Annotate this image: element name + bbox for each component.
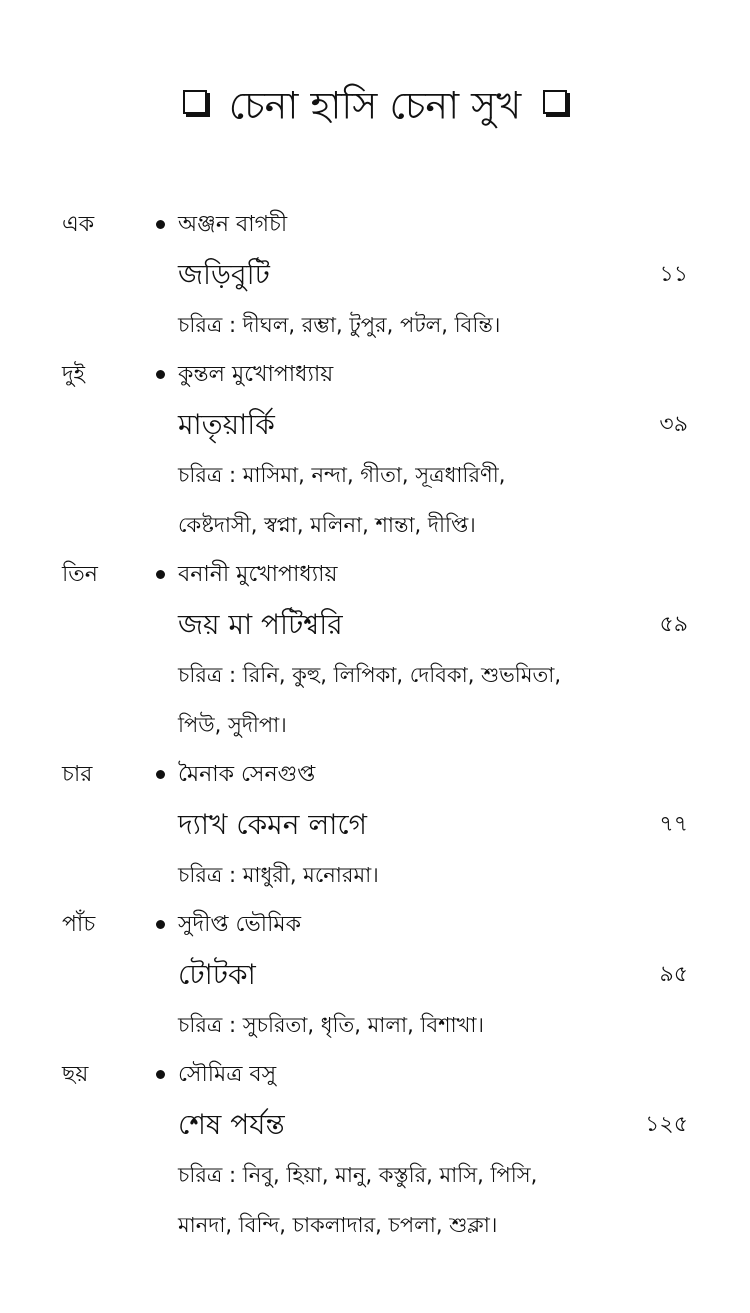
entry-author-row [0, 350, 750, 400]
entry-title[interactable]: মাতৃয়ার্কি [178, 408, 275, 441]
entry-page-number: ৯৫ [659, 962, 688, 987]
entry-number: এক [62, 212, 95, 237]
entry-characters: চরিত্র : নিবু, হিয়া, মানু, কস্তুরি, মাসি, পিসি, [178, 1163, 538, 1187]
entry-characters-row [0, 650, 750, 700]
bullet-icon [156, 1070, 165, 1079]
entry-number: চার [62, 762, 93, 787]
entry-author: সুদীপ্ত ভৌমিক [178, 912, 301, 937]
entry-characters: মানদা, বিন্দি, চাকলাদার, চপলা, শুক্লা। [178, 1213, 498, 1237]
entry-number: দুই [62, 362, 86, 387]
checkbox-ornament-icon [543, 90, 567, 114]
entry-title-row[interactable] [0, 400, 750, 450]
page-title [0, 78, 750, 131]
entry-page-number: ৩৯ [659, 412, 688, 437]
entry-characters-row [0, 500, 750, 550]
entry-title-row[interactable] [0, 250, 750, 300]
entry-characters: কেষ্টদাসী, স্বপ্না, মলিনা, শান্তা, দীপ্তি। [178, 513, 476, 537]
entry-characters-row [0, 300, 750, 350]
entry-author: মৈনাক সেনগুপ্ত [178, 762, 316, 787]
entry-page-number: ৭৭ [659, 812, 688, 837]
entry-page-number: ১২৫ [645, 1112, 688, 1137]
entry-title-row[interactable] [0, 600, 750, 650]
entry-title[interactable]: টোটকা [178, 958, 256, 991]
entry-title-row[interactable] [0, 1100, 750, 1150]
book-title: চেনা হাসি চেনা সুখ [228, 83, 522, 128]
entry-characters-row [0, 700, 750, 750]
entry-author: সৌমিত্র বসু [178, 1062, 277, 1087]
entry-number: তিন [62, 562, 98, 587]
bullet-icon [156, 770, 165, 779]
bullet-icon [156, 370, 165, 379]
entry-characters-row [0, 1000, 750, 1050]
entry-author: কুন্তল মুখোপাধ্যায় [178, 362, 334, 387]
entry-characters-row [0, 450, 750, 500]
entry-title-row[interactable] [0, 800, 750, 850]
entry-author-row [0, 750, 750, 800]
entry-characters: চরিত্র : সুচরিতা, ধৃতি, মালা, বিশাখা। [178, 1013, 485, 1037]
entry-characters-row [0, 1150, 750, 1200]
entry-author-row [0, 1050, 750, 1100]
bullet-icon [156, 570, 165, 579]
entry-title[interactable]: দ্যাখ কেমন লাগে [178, 808, 367, 841]
entry-number: ছয় [62, 1062, 89, 1087]
entry-title-row[interactable] [0, 950, 750, 1000]
entry-characters: চরিত্র : মাধুরী, মনোরমা। [178, 863, 379, 887]
entry-author: বনানী মুখোপাধ্যায় [178, 562, 338, 587]
entry-characters: চরিত্র : মাসিমা, নন্দা, গীতা, সূত্রধারিণী, [178, 463, 506, 487]
entry-page-number: ১১ [659, 262, 688, 287]
entry-author: অঞ্জন বাগচী [178, 212, 288, 237]
bullet-icon [156, 220, 165, 229]
entry-characters: চরিত্র : রিনি, কুহু, লিপিকা, দেবিকা, শুভমিতা, [178, 663, 561, 687]
entry-author-row [0, 200, 750, 250]
checkbox-ornament-icon [183, 90, 207, 114]
entry-characters: চরিত্র : দীঘল, রম্ভা, টুপুর, পটল, বিন্তি। [178, 313, 501, 337]
entry-characters-row [0, 1200, 750, 1250]
entry-page-number: ৫৯ [659, 612, 688, 637]
entry-number: পাঁচ [62, 912, 96, 937]
bullet-icon [156, 920, 165, 929]
entry-characters: পিউ, সুদীপা। [178, 713, 287, 737]
entry-author-row [0, 550, 750, 600]
entry-characters-row [0, 850, 750, 900]
entry-title[interactable]: জয় মা পটিশ্বরি [178, 608, 343, 641]
entry-author-row [0, 900, 750, 950]
entry-title[interactable]: শেষ পর্যন্ত [178, 1108, 285, 1141]
entry-title[interactable]: জড়িবুটি [178, 258, 270, 291]
